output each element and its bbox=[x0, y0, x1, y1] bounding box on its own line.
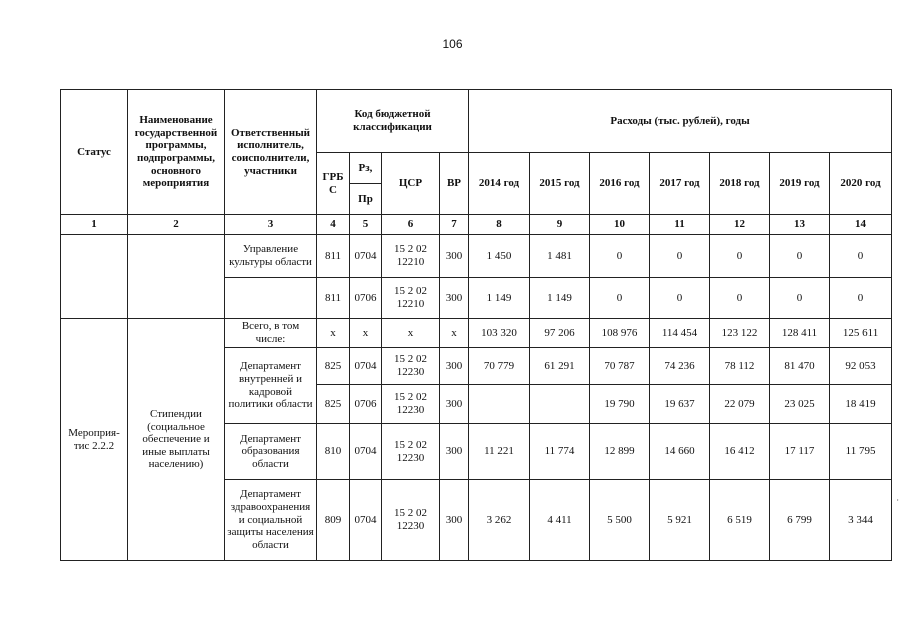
value-cell: 97 206 bbox=[530, 319, 590, 348]
executor-cell: Управление культуры области bbox=[225, 235, 317, 278]
vr-cell: x bbox=[440, 319, 469, 348]
column-number: 6 bbox=[382, 215, 440, 235]
value-cell: 3 344 bbox=[830, 480, 892, 561]
csr-cell: x bbox=[382, 319, 440, 348]
value-cell: 23 025 bbox=[770, 385, 830, 424]
value-cell: 0 bbox=[590, 235, 650, 278]
value-cell: 5 921 bbox=[650, 480, 710, 561]
value-cell: 0 bbox=[650, 278, 710, 319]
rzpr-cell: 0704 bbox=[350, 424, 382, 480]
grbs-cell: x bbox=[317, 319, 350, 348]
header-expenses: Расходы (тыс. рублей), годы bbox=[469, 90, 892, 153]
status-cell: Мероприя-тис 2.2.2 bbox=[61, 319, 128, 561]
executor-cell bbox=[225, 278, 317, 319]
name-cell: Стипендии (социальное обеспечение и иные выплаты населению) bbox=[128, 319, 225, 561]
value-cell: 108 976 bbox=[590, 319, 650, 348]
value-cell: 6 519 bbox=[710, 480, 770, 561]
table-row bbox=[61, 235, 892, 278]
header-grbs: ГРБ С bbox=[317, 153, 350, 215]
value-cell: 11 795 bbox=[830, 424, 892, 480]
column-number: 5 bbox=[350, 215, 382, 235]
value-cell: 128 411 bbox=[770, 319, 830, 348]
column-number: 12 bbox=[710, 215, 770, 235]
value-cell: 0 bbox=[770, 278, 830, 319]
value-cell: 0 bbox=[710, 278, 770, 319]
csr-cell: 15 2 02 12230 bbox=[382, 348, 440, 385]
vr-cell: 300 bbox=[440, 385, 469, 424]
column-number: 13 bbox=[770, 215, 830, 235]
csr-cell: 15 2 02 12210 bbox=[382, 278, 440, 319]
value-cell: 81 470 bbox=[770, 348, 830, 385]
csr-cell: 15 2 02 12210 bbox=[382, 235, 440, 278]
value-cell: 78 112 bbox=[710, 348, 770, 385]
header-pr: Пр bbox=[350, 184, 382, 215]
header-row bbox=[61, 90, 892, 153]
value-cell: 17 117 bbox=[770, 424, 830, 480]
column-number: 11 bbox=[650, 215, 710, 235]
column-number: 4 bbox=[317, 215, 350, 235]
value-cell: 0 bbox=[710, 235, 770, 278]
header-year: 2019 год bbox=[770, 153, 830, 215]
csr-cell: 15 2 02 12230 bbox=[382, 385, 440, 424]
csr-cell: 15 2 02 12230 bbox=[382, 480, 440, 561]
column-number: 8 bbox=[469, 215, 530, 235]
value-cell bbox=[469, 385, 530, 424]
column-number-row bbox=[61, 215, 892, 235]
grbs-cell: 810 bbox=[317, 424, 350, 480]
rzpr-cell: 0706 bbox=[350, 385, 382, 424]
column-number: 14 bbox=[830, 215, 892, 235]
header-year: 2016 год bbox=[590, 153, 650, 215]
vr-cell: 300 bbox=[440, 235, 469, 278]
vr-cell: 300 bbox=[440, 424, 469, 480]
status-cell bbox=[61, 235, 128, 319]
csr-cell: 15 2 02 12230 bbox=[382, 424, 440, 480]
budget-table bbox=[60, 89, 892, 561]
header-year: 2018 год bbox=[710, 153, 770, 215]
value-cell: 92 053 bbox=[830, 348, 892, 385]
value-cell: 19 637 bbox=[650, 385, 710, 424]
header-year: 2015 год bbox=[530, 153, 590, 215]
value-cell: 5 500 bbox=[590, 480, 650, 561]
value-cell: 6 799 bbox=[770, 480, 830, 561]
header-vr: ВР bbox=[440, 153, 469, 215]
rzpr-cell: 0704 bbox=[350, 235, 382, 278]
value-cell: 11 774 bbox=[530, 424, 590, 480]
value-cell: 70 779 bbox=[469, 348, 530, 385]
column-number: 2 bbox=[128, 215, 225, 235]
column-number: 10 bbox=[590, 215, 650, 235]
value-cell: 22 079 bbox=[710, 385, 770, 424]
table-row bbox=[61, 319, 892, 348]
value-cell: 1 149 bbox=[530, 278, 590, 319]
value-cell bbox=[530, 385, 590, 424]
value-cell: 1 450 bbox=[469, 235, 530, 278]
vr-cell: 300 bbox=[440, 480, 469, 561]
header-status: Статус bbox=[61, 90, 128, 215]
column-number: 7 bbox=[440, 215, 469, 235]
grbs-cell: 825 bbox=[317, 385, 350, 424]
scan-dot: · bbox=[896, 496, 899, 505]
header-year: 2020 год bbox=[830, 153, 892, 215]
value-cell: 11 221 bbox=[469, 424, 530, 480]
value-cell: 61 291 bbox=[530, 348, 590, 385]
value-cell: 3 262 bbox=[469, 480, 530, 561]
value-cell: 18 419 bbox=[830, 385, 892, 424]
value-cell: 103 320 bbox=[469, 319, 530, 348]
value-cell: 0 bbox=[650, 235, 710, 278]
header-executor: Ответственный исполнитель, соисполнители, участники bbox=[225, 90, 317, 215]
value-cell: 125 611 bbox=[830, 319, 892, 348]
value-cell: 114 454 bbox=[650, 319, 710, 348]
grbs-cell: 811 bbox=[317, 235, 350, 278]
grbs-cell: 809 bbox=[317, 480, 350, 561]
value-cell: 74 236 bbox=[650, 348, 710, 385]
value-cell: 0 bbox=[590, 278, 650, 319]
page-number: 106 bbox=[442, 37, 463, 51]
vr-cell: 300 bbox=[440, 348, 469, 385]
rzpr-cell: x bbox=[350, 319, 382, 348]
column-number: 3 bbox=[225, 215, 317, 235]
vr-cell: 300 bbox=[440, 278, 469, 319]
executor-cell: Департамент внутренней и кадровой политики области bbox=[225, 348, 317, 424]
column-number: 1 bbox=[61, 215, 128, 235]
name-cell bbox=[128, 235, 225, 319]
rzpr-cell: 0704 bbox=[350, 480, 382, 561]
value-cell: 1 149 bbox=[469, 278, 530, 319]
rzpr-cell: 0706 bbox=[350, 278, 382, 319]
value-cell: 0 bbox=[830, 235, 892, 278]
value-cell: 12 899 bbox=[590, 424, 650, 480]
value-cell: 0 bbox=[830, 278, 892, 319]
header-year: 2014 год bbox=[469, 153, 530, 215]
header-name: Наименование государственной программы, подпрограммы, основного мероприятия bbox=[128, 90, 225, 215]
header-csr: ЦСР bbox=[382, 153, 440, 215]
value-cell: 123 122 bbox=[710, 319, 770, 348]
header-rz: Рз, bbox=[350, 153, 382, 184]
rzpr-cell: 0704 bbox=[350, 348, 382, 385]
value-cell: 1 481 bbox=[530, 235, 590, 278]
header-budget-code: Код бюджетной классификации bbox=[317, 90, 469, 153]
grbs-cell: 811 bbox=[317, 278, 350, 319]
value-cell: 19 790 bbox=[590, 385, 650, 424]
executor-cell: Департамент здравоохранения и социальной защиты населения области bbox=[225, 480, 317, 561]
executor-cell: Департамент образования области bbox=[225, 424, 317, 480]
value-cell: 14 660 bbox=[650, 424, 710, 480]
column-number: 9 bbox=[530, 215, 590, 235]
value-cell: 16 412 bbox=[710, 424, 770, 480]
grbs-cell: 825 bbox=[317, 348, 350, 385]
header-year: 2017 год bbox=[650, 153, 710, 215]
value-cell: 70 787 bbox=[590, 348, 650, 385]
executor-cell: Всего, в том числе: bbox=[225, 319, 317, 348]
value-cell: 0 bbox=[770, 235, 830, 278]
value-cell: 4 411 bbox=[530, 480, 590, 561]
